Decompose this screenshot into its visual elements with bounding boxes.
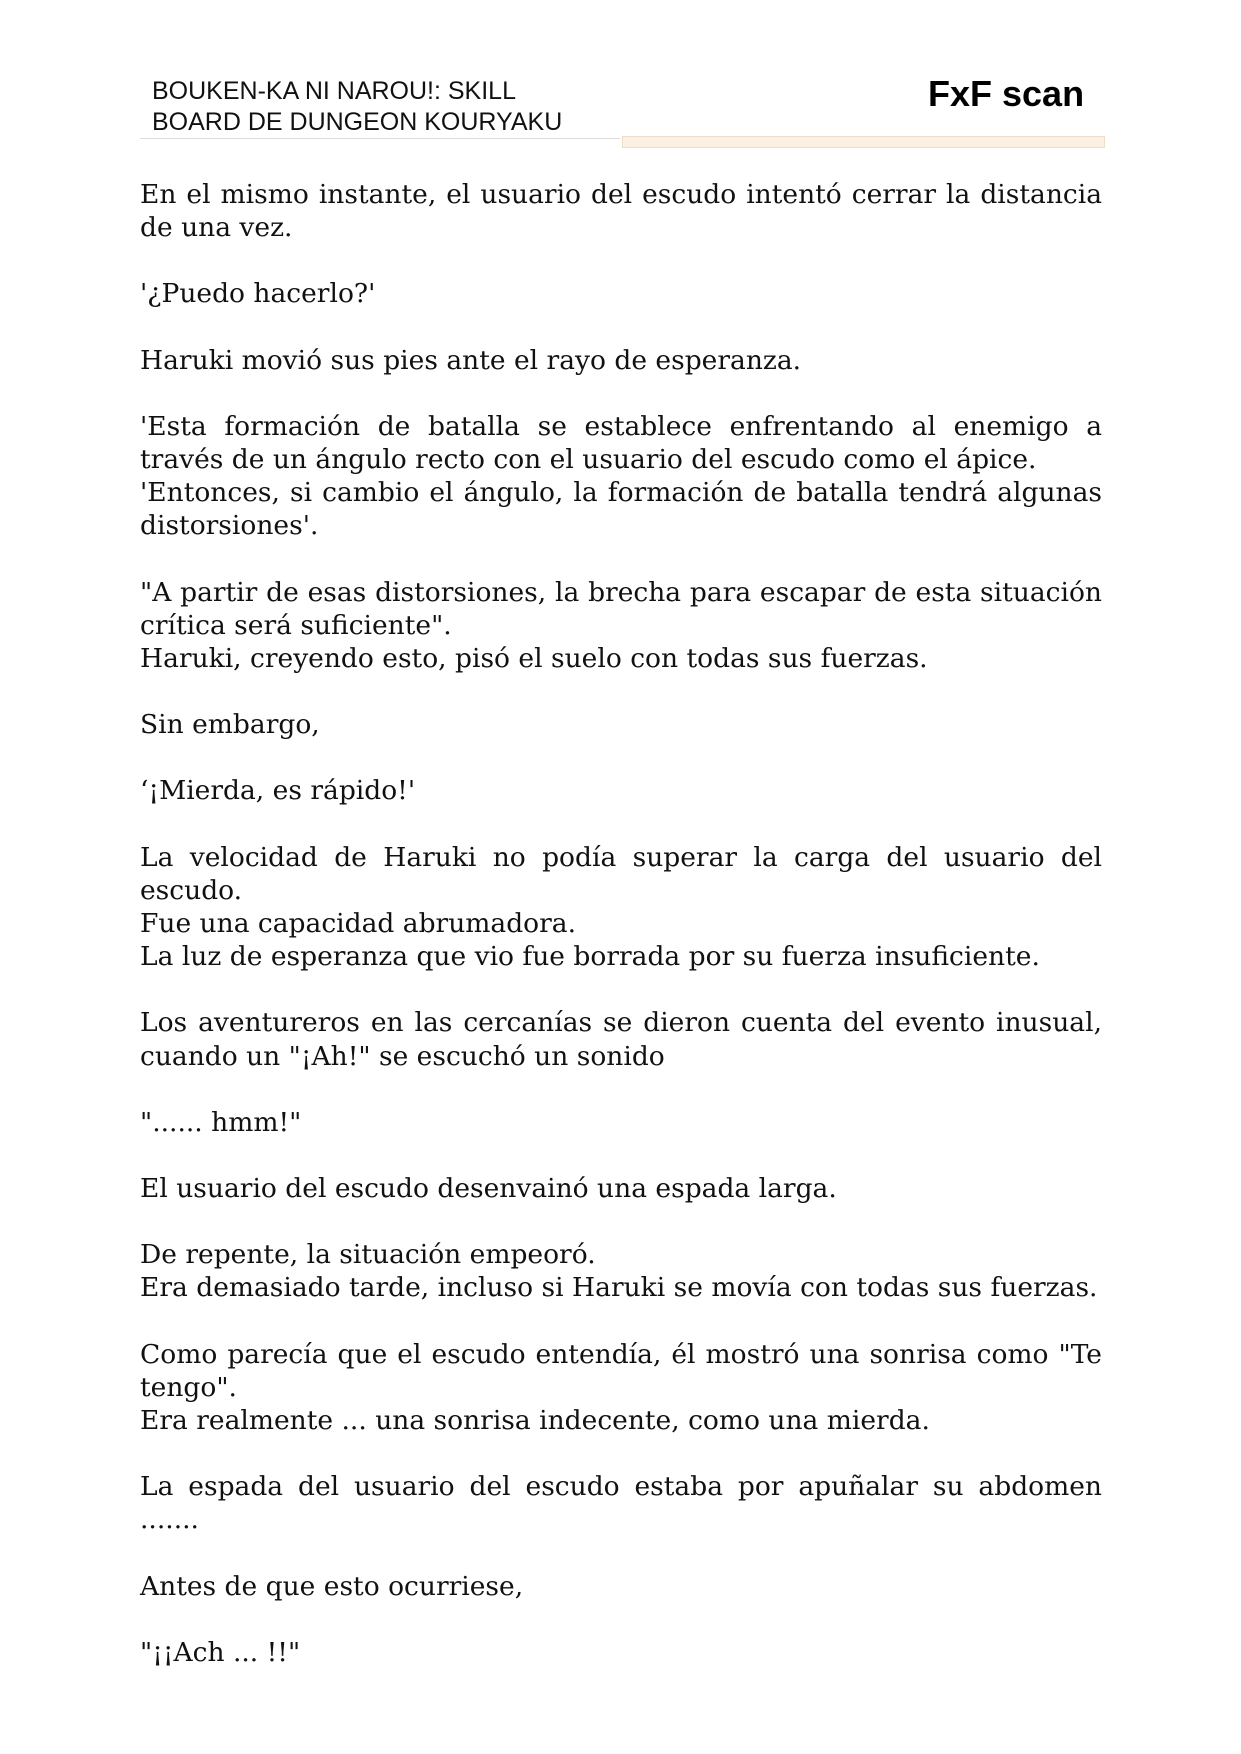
text-line: Antes de que esto ocurriese, [140,1570,524,1602]
paragraph [140,774,1102,807]
text-line: En el mismo instante, el usuario del escudo intentó cerrar la distancia de una vez. [140,179,1102,244]
text-line: '¿Puedo hacerlo?' [140,278,376,310]
paragraph [140,1172,1102,1205]
text-line: Los aventureros en las cercanías se dieron cuenta del evento inusual, cuando un "¡Ah!" se escuchó un sonido [140,1007,1102,1072]
paragraph [140,1338,1102,1438]
text-line: Era demasiado tarde, incluso si Haruki se movía con todas sus fuerzas. [140,1272,1098,1304]
paragraph [140,1470,1102,1536]
text-line: 'Entonces, si cambio el ángulo, la formación de batalla tendrá algunas distorsiones'. [140,477,1102,542]
paragraph [140,1006,1102,1072]
text-line: La espada del usuario del escudo estaba por apuñalar su abdomen ....... [140,1471,1102,1536]
text-line: La velocidad de Haruki no podía superar la carga del usuario del escudo. [140,841,1102,906]
paragraph [140,410,1102,543]
text-line: "¡¡Ach ... !!" [140,1636,301,1668]
paragraph [140,178,1102,244]
text-line: De repente, la situación empeoró. [140,1239,596,1271]
page-header [140,70,1105,150]
paragraph [140,1636,1102,1669]
paragraph [140,1106,1102,1139]
paragraph [140,277,1102,310]
text-line: Sin embargo, [140,709,320,741]
text-line: ‘¡Mierda, es rápido!' [140,775,416,807]
paragraph [140,1238,1102,1304]
header-divider [140,138,620,139]
text-line: Haruki movió sus pies ante el rayo de esperanza. [140,344,802,376]
series-title-line: BOARD DE DUNGEON KOURYAKU [152,108,563,136]
page-body [140,178,1102,1702]
paragraph [140,841,1102,974]
paragraph [140,344,1102,377]
paragraph [140,1570,1102,1603]
series-title-line: BOUKEN-KA NI NAROU!: SKILL [152,77,516,105]
text-line: El usuario del escudo desenvainó una espada larga. [140,1173,837,1205]
text-line: Como parecía que el escudo entendía, él mostró una sonrisa como "Te tengo". [140,1338,1102,1403]
text-line: Era realmente ... una sonrisa indecente, como una mierda. [140,1405,930,1437]
series-title [152,76,632,138]
paragraph [140,576,1102,676]
text-line: "...... hmm!" [140,1106,302,1138]
text-line: Fue una capacidad abrumadora. [140,908,577,940]
text-line: La luz de esperanza que vio fue borrada por su fuerza insuficiente. [140,941,1040,973]
text-line: 'Esta formación de batalla se establece enfrentando al enemigo a través de un ángulo recto con el usuario del escudo como el ápice. [140,410,1102,476]
text-line: Haruki, creyendo esto, pisó el suelo con todas sus fuerzas. [140,643,928,675]
scanlator-brand: FxF scan [928,73,1085,114]
header-accent-bar [622,136,1105,148]
text-line: "A partir de esas distorsiones, la brecha para escapar de esta situación crítica será suficiente". [140,576,1102,641]
paragraph [140,708,1102,741]
